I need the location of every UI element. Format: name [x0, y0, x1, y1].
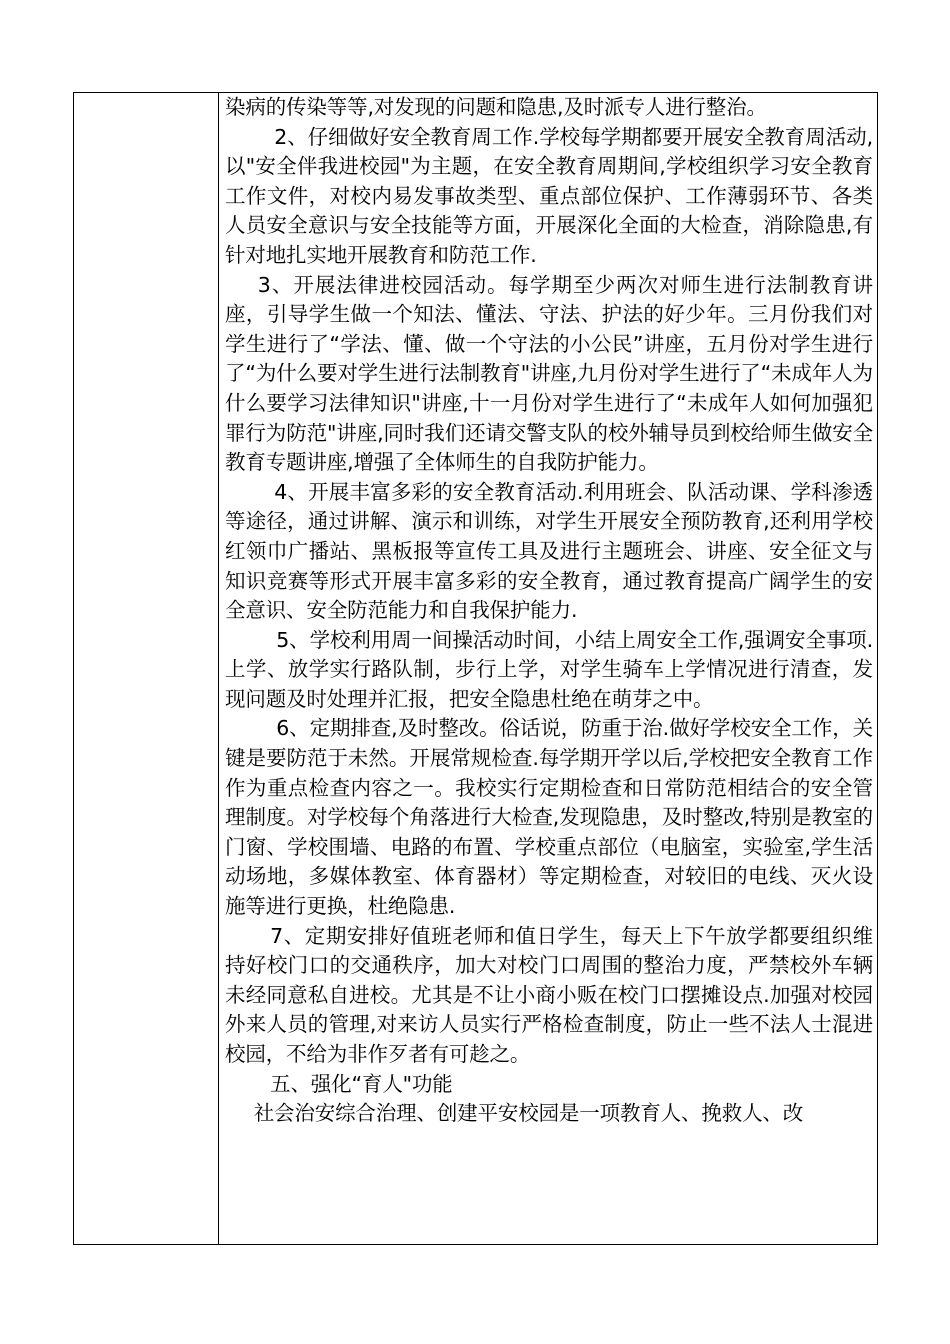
content-body [219, 93, 877, 1244]
paragraph: 6、定期排查,及时整改。俗话说，防重于治.做好学校安全工作，关键是要防范于未然。开展常规检查.每学期开学以后,学校把安全教育工作作为重点检查内容之一。我校实行定期检查和日常防范相结合的安全管理制度。对学校每个角落进行大检查,发现隐患，及时整改,特别是教室的门窗、学校围墙、电路的布置、学校重点部位（电脑室，实验室,学生活动场地，多媒体教室、体育器材）等定期检查，对较旧的电线、灭火设施等进行更换，杜绝隐患. [225, 716, 873, 919]
paragraph: 4、开展丰富多彩的安全教育活动.利用班会、队活动课、学科渗透等途径，通过讲解、演示和训练，对学生开展安全预防教育,还利用学校红领巾广播站、黑板报等宣传工具及进行主题班会、讲座、安全征文与知识竞赛等形式开展丰富多彩的安全教育，通过教育提高广阔学生的安全意识、安全防范能力和自我保护能力. [225, 479, 873, 623]
paragraph: 5、学校利用周一间操活动时间，小结上周安全工作,强调安全事项.上学、放学实行路队制，步行上学，对学生骑车上学情况进行清查，发现问题及时处理并汇报，把安全隐患杜绝在萌芽之中。 [225, 627, 873, 711]
content-cell [219, 93, 878, 1245]
left-column-cell [74, 93, 219, 1245]
paragraph: 7、定期安排好值班老师和值日学生，每天上下午放学都要组织维持好校门口的交通秩序，加大对校门口周围的整治力度，严禁校外车辆未经同意私自进校。尤其是不让小商小贩在校门口摆摊设点.加强对校园外来人员的管理,对来访人员实行严格检查制度，防止一些不法人士混进校园，不给为非作歹者有可趁之。 [225, 923, 873, 1066]
document-table [73, 92, 878, 1245]
section-heading: 五、强化“育人"功能 [270, 1071, 453, 1096]
paragraph: 染病的传染等等,对发现的问题和隐患,及时派专人进行整治。 [225, 95, 767, 119]
paragraph: 3、开展法律进校园活动。每学期至少两次对师生进行法制教育讲座，引导学生做一个知法、懂法、守法、护法的好少年。三月份我们对学生进行了“学法、懂、做一个守法的小公民”讲座，五月份对学生进行了“为什么要对学生进行法制教育"讲座,九月份对学生进行了“未成年人为什么要学习法律知识"讲座,十一月份对学生进行了“未成年人如何加强犯罪行为防范"讲座,同时我们还请交警支队的校外辅导员到校给师生做安全教育专题讲座,增强了全体师生的自我防护能力。 [225, 272, 873, 475]
paragraph: 2、仔细做好安全教育周工作.学校每学期都要开展安全教育周活动,以"安全伴我进校园"为主题，在安全教育周期间,学校组织学习安全教育工作文件，对校内易发事故类型、重点部位保护、工作薄弱环节、各类人员安全意识与安全技能等方面，开展深化全面的大检查，消除隐患,有针对地扎实地开展教育和防范工作. [225, 124, 873, 267]
table-row [74, 93, 878, 1245]
paragraph: 社会治安综合治理、创建平安校园是一项教育人、挽救人、改 [253, 1101, 804, 1126]
